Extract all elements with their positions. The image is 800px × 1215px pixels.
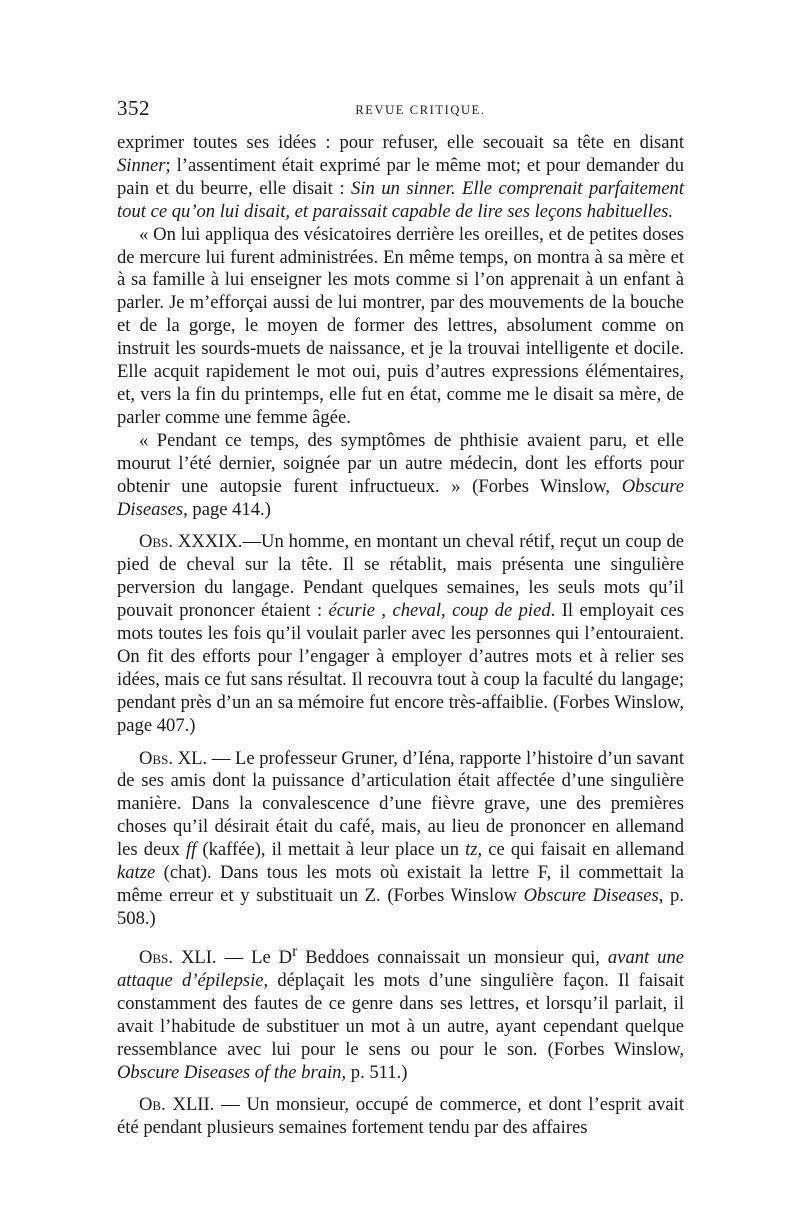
text-span: , xyxy=(375,600,393,622)
italic-span: Sin un sinner. Elle comprenait parfaitement tout ce qu’on lui disait, et paraissait capable de lire ses leçons habituelles. xyxy=(117,177,684,222)
text-span: . Il employait ces mots toutes les fois qu’il voulait parler avec les personnes qui l’entouraient. On fit des efforts pour l’engager à employer d’autres mots et à relier ses idées, mais ce fut sans résultat. Il recouvra tout à coup la faculté du langage; pendant près d’un an sa mémoire fut encore très-affaiblie. (Forbes Winslow, page 407.) xyxy=(117,600,684,736)
text-span: , xyxy=(441,600,453,622)
page-number: 352 xyxy=(117,96,150,120)
observation-42 xyxy=(117,1094,684,1140)
italic-span: écurie xyxy=(328,600,375,622)
text-span: « On lui appliqua des vésicatoires derrière les oreilles, et de petites doses de mercure lui furent administrées. En même temps, on montra à sa mère et à sa famille à lui enseigner les mots comme si l’on apprenait à un enfant à parler. Je m’efforçai aussi de lui montrer, par des mouvements de la bouche et de la gorge, le moyen de former des lettres, absolument comme on instruit les sourds-muets de naissance, et je la trouvai intelligente et docile. Elle acquit rapidement le mot oui, puis d’autres expressions élémentaires, et, vers la fin du printemps, elle fut en état, comme me le disait sa mère, de parler comme une femme âgée. xyxy=(117,223,684,428)
superscript: r xyxy=(292,942,298,960)
text-span: , page 414.) xyxy=(183,498,271,520)
text-span: XL. — Le professeur Gruner, d’Iéna, rapporte l’histoire d’un savant de ses amis dont la puissance d’articulation était affectée d’une singulière manière. Dans la convalescence d’une fièvre grave, une des premières choses qu’il désirait était du café, mais, au lieu de prononcer en allemand les deux xyxy=(117,747,684,861)
text-span: (chat). Dans tous les mots où existait la lettre F, il commettait la même erreur et y substituait un Z. (Forbes Winslow xyxy=(117,862,684,906)
body-text xyxy=(117,132,684,1140)
observation-41 xyxy=(117,941,684,1085)
text-span: , ce qui faisait en allemand xyxy=(477,839,684,861)
observation-label: Ob. xyxy=(139,1094,166,1116)
text-span: ; l’assentiment était exprimé par le même mot; et pour demander du pain et du beurre, elle disait : xyxy=(117,154,684,199)
italic-span: avant une attaque d’épilepsie xyxy=(117,947,685,991)
text-span: , p. 508.) xyxy=(117,885,684,929)
observation-39 xyxy=(117,531,684,737)
italic-span: Obscure Diseases xyxy=(523,885,659,906)
italic-span: cheval xyxy=(392,600,442,622)
book-page xyxy=(117,96,684,1140)
text-span: exprimer toutes ses idées : pour refuser, elle secouait sa tête en disant xyxy=(117,132,684,153)
italic-span: Obscure Diseases of the brain xyxy=(117,1061,342,1083)
text-span: XLI. — Le D xyxy=(172,947,293,968)
italic-span: coup de pied xyxy=(452,600,551,622)
paragraph-continued-quote xyxy=(117,132,684,224)
italic-span: tz xyxy=(465,839,478,861)
text-span: Beddoes connaissait un monsieur qui, xyxy=(297,947,608,968)
observation-label: Obs. xyxy=(139,531,173,553)
paragraph-treatment xyxy=(117,224,684,430)
italic-span: katze xyxy=(117,862,156,884)
italic-span: Sinner xyxy=(117,154,166,176)
page-header xyxy=(117,96,684,124)
observation-label: Obs. xyxy=(139,947,173,968)
text-span: XLII. — Un monsieur, occupé de commerce, et dont l’esprit avait été pendant plusieurs semaines fortement tendu par des affaires xyxy=(117,1094,684,1139)
text-span: « Pendant ce temps, des symptômes de phthisie avaient paru, et elle mourut l’été dernier, soignée par un autre médecin, dont les efforts pour obtenir une autopsie furent infructueux. » (Forbes Winslow, xyxy=(117,429,684,497)
observation-label: Obs. xyxy=(139,747,173,769)
text-span: , p. 511.) xyxy=(341,1061,408,1083)
running-title: REVUE CRITIQUE. xyxy=(355,103,486,117)
observation-40 xyxy=(117,748,684,931)
text-span: XXXIX.—Un homme, en montant un cheval rétif, reçut un coup de pied de cheval sur la tête. Il se rétablit, mais présenta une singulière perversion du langage. Pendant quelques semaines, les seuls mots qu’il pouvait prononcer étaient : xyxy=(117,531,684,622)
italic-span: Obscure Diseases xyxy=(117,475,684,520)
text-span: (kaffée), il mettait à leur place un xyxy=(196,839,466,861)
paragraph-death xyxy=(117,430,684,522)
italic-span: ff xyxy=(185,839,197,861)
text-span: , déplaçait les mots d’une singulière façon. Il faisait constamment des fautes de ce genre dans ses lettres, et lorsqu’il parlait, il avait l’habitude de substituer un mot à un autre, ayant cependant quelque ressemblance avec lui pour le sens ou pour le son. (Forbes Winslow, xyxy=(117,969,684,1060)
